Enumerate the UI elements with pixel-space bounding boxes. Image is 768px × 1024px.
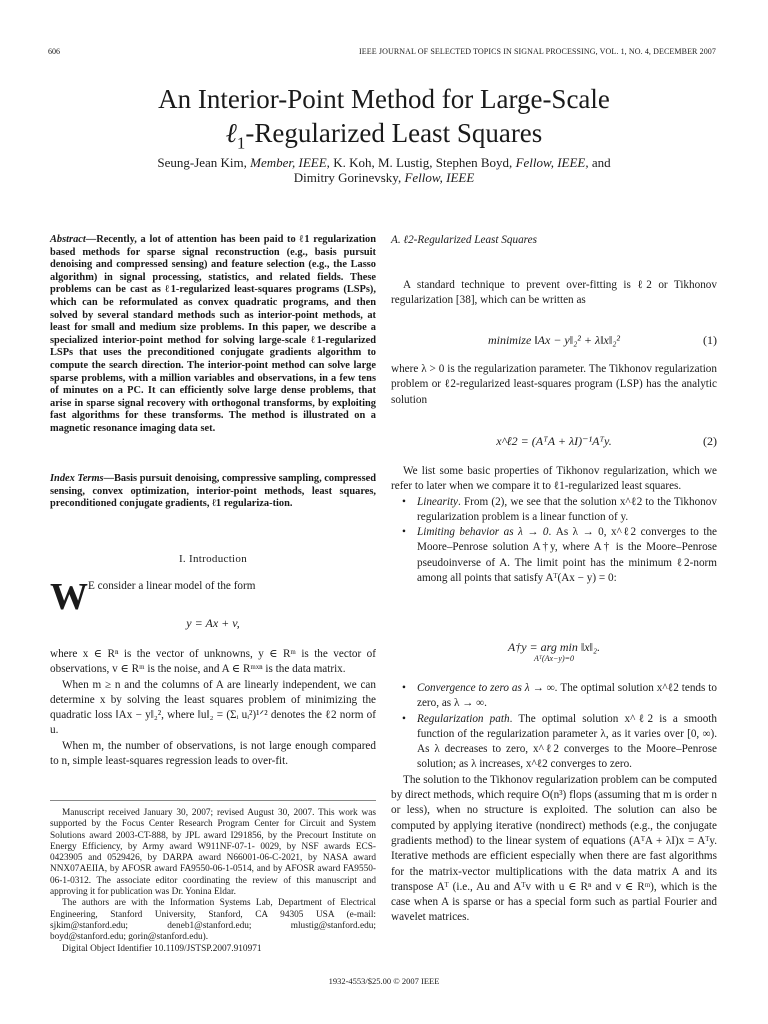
author-list — [0, 155, 768, 185]
right-paragraph-3 — [391, 464, 717, 586]
equation-3 — [391, 640, 717, 667]
equation-1-body: minimize ‖Ax − y‖₂² + λ‖x‖₂² — [487, 333, 621, 347]
ell-subscript: 1 — [236, 133, 246, 153]
list-item — [417, 495, 717, 526]
abstract-text: —Recently, a lot of attention has been paid to ℓ1 regularization based methods for sparse signal reconstruction (e.g., basis pursuit denoising and compressed sensing) and feature selection (e.g., the Lasso algorithm) in signal processing, statistics, and related fields. These problems can be cast as ℓ1-regularized least-squares programs (LSPs), which can be reformulated as convex quadratic programs, and then solved by several standard methods such as interior-point methods, at least for small and medium size problems. In this paper, we describe a specialized interior-point method for solving large-scale ℓ1-regularized LSPs that uses the preconditioned conjugate gradients algorithm to compute the search direction. The interior-point method can solve large sparse problems, with a million variables and observations, in a few tens of minutes on a PC. It can efficiently solve large dense problems, that arise in sparse signal recovery with orthogonal transforms, by exploiting fast algorithms for these transforms. The method is illustrated on a magnetic resonance imaging data set. — [50, 234, 376, 434]
tikhonov-intro: A standard technique to prevent over-fitting is ℓ2 or Tikhonov regularization [38], which can be written as — [391, 279, 717, 307]
paper-title — [0, 82, 768, 160]
equation-1 — [391, 333, 717, 348]
list-item — [417, 712, 717, 773]
equation-2-number: (2) — [703, 434, 717, 448]
section-heading-introduction: I. Introduction — [178, 553, 248, 565]
title-line-2-rest: -Regularized Least Squares — [245, 118, 543, 148]
author-2-tail: and — [591, 155, 611, 170]
footnote-manuscript: Manuscript received January 30, 2007; revised August 30, 2007. This work was supported by the Focus Center Research Program Center for Circuit and System Solutions award 2003-CT-888, by JPL award I291856, by the Precourt Institute on Energy Efficiency, by Army award W911NF-07-1- 0029, by NSF awards ECS-0423905 and 0529426, by DARPA award N66001-06-C-2021, by NASA award NNX07AEIIA, by AFOSR award FA9550-06-1-0514, and by AFOSR award FA9550-06-1-0312. The associate editor coordinating the review of this manuscript and approving it for publication was Dr. Yonina Eldar. — [50, 808, 376, 898]
intro-paragraph-3: When m, the number of observations, is not large enough compared to n, simple least-squares regression leads to over-fit. — [50, 739, 376, 768]
footnote-doi: Digital Object Identifier 10.1109/JSTSP.2007.910971 — [62, 943, 262, 954]
right-paragraph-1 — [391, 278, 717, 309]
index-terms-label: Index Terms — [50, 473, 104, 484]
intro-paragraph-2: When m ≥ n and the columns of A are linearly independent, we can determine x by solving the least squares problem of minimizing the quadratic loss ‖Ax − y‖₂², where ‖u‖₂ = (Σᵢ uᵢ²)¹ᐟ² denotes the ℓ2 norm of u. — [50, 678, 376, 737]
journal-header: IEEE JOURNAL OF SELECTED TOPICS IN SIGNAL PROCESSING, VOL. 1, NO. 4, DECEMBER 2007 — [359, 47, 716, 56]
index-terms-text: —Basis pursuit denoising, compressive sampling, compressed sensing, convex optimization, interior-point methods, least squares, preconditioned conjugate gradients, ℓ1 regulariza-tion. — [50, 473, 377, 510]
equation-1-number: (1) — [703, 333, 717, 347]
properties-list-a — [391, 495, 717, 587]
title-line-1: An Interior-Point Method for Large-Scale — [158, 84, 610, 114]
author-2-role: Fellow, IEEE, — [515, 155, 589, 170]
equation-3-subscript: Aᵀ(Ax−y)=0 — [533, 654, 575, 664]
abstract-label: Abstract — [50, 234, 86, 245]
footnote — [50, 808, 376, 955]
list-item — [417, 681, 717, 712]
author-3-role: Fellow, IEEE — [404, 170, 475, 185]
bullet-text-limiting: . As λ → 0, x^ℓ2 converges to the Moore–Penrose solution A†y, where A† is the Moore–Penrose pseudoinverse of A. The limit point has the minimum ℓ2-norm among all points that satisfy Aᵀ(Ax − y) = 0: — [417, 526, 718, 585]
properties-list-b — [391, 681, 717, 773]
analytic-solution-text: where λ > 0 is the regularization parameter. The Tikhonov regularization problem or ℓ2-regularized least-squares program (LSP) has the analytic solution — [391, 363, 717, 406]
direct-methods-paragraph: The solution to the Tikhonov regularization problem can be computed by direct methods, which require O(n³) flops (assuming that m is order n or less), when no structure is exploited. The solution can also be computed by applying iterative (nondirect) methods (e.g., the conjugate gradients method) to the linear system of equations (AᵀA + λI)x = Aᵀy. Iterative methods are efficient especially when there are fast algorithms for the matrix-vector multiplications with the data matrix A and its transpose Aᵀ (i.e., Au and Aᵀv with u ∈ Rⁿ and v ∈ Rᵐ), which is the case when A is sparse or has a special form such as partial Fourier and wavelet matrices. — [391, 773, 717, 924]
bullet-text-convergence: . The optimal solution x^ℓ2 tends to zero, as λ → ∞. — [417, 682, 717, 710]
ell-symbol: ℓ — [225, 118, 237, 148]
bullet-label-linearity: Linearity — [417, 495, 459, 508]
properties-intro: We list some basic properties of Tikhonov regularization, which we refer to later when we compare it to ℓ1-regularized least squares. — [391, 465, 717, 493]
bullet-label-path: Regularization path — [417, 712, 510, 725]
bullet-text-path: . The optimal solution x^ℓ2 is a smooth function of the regularization parameter λ, as it varies over [0, ∞). As λ decreases to zero, x^ℓ2 converges to the Moore–Penrose solution; as λ increases, x^ℓ2 converges to zero. — [417, 712, 717, 771]
intro-first-line: E consider a linear model of the form — [88, 580, 256, 592]
index-terms — [50, 473, 376, 511]
right-bullets-b — [391, 681, 717, 926]
bullet-label-convergence: Convergence to zero as λ → ∞ — [417, 682, 555, 694]
bullet-label-limiting: Limiting behavior as λ → 0 — [417, 526, 549, 539]
author-3: Dimitry Gorinevsky, — [293, 170, 402, 185]
page-number: 606 — [48, 47, 60, 56]
author-2: K. Koh, M. Lustig, Stephen Boyd, — [333, 155, 513, 170]
abstract — [50, 234, 376, 436]
equation-3-body: A†y = arg min ‖x‖₂. — [507, 640, 601, 654]
equation-2-body: x^ℓ2 = (AᵀA + λI)⁻¹Aᵀy. — [496, 434, 612, 448]
author-1: Seung-Jean Kim, — [157, 155, 247, 170]
list-item — [417, 525, 717, 586]
drop-cap: W — [50, 576, 88, 618]
author-1-role: Member, IEEE, — [250, 155, 330, 170]
intro-body — [50, 647, 376, 769]
footnote-rule — [50, 800, 376, 801]
equation-2 — [391, 434, 717, 449]
equation-linear-model: y = Ax + v, — [186, 616, 240, 630]
right-paragraph-2 — [391, 362, 717, 408]
bullet-text-linearity: . From (2), we see that the solution x^ℓ2 to the Tikhonov regularization problem is a linear function of y. — [417, 495, 717, 523]
copyright-footer: 1932-4553/$25.00 © 2007 IEEE — [328, 976, 440, 986]
footnote-affiliation: The authors are with the Information Systems Lab, Department of Electrical Engineering, Stanford University, Stanford, CA 94305 USA (e-mail: sjkim@stanford.edu; deneb1@stanford.edu; mlustig@stanford.edu; boyd@stanford.edu; gorin@stanford.edu). — [50, 898, 376, 943]
title-line-2 — [0, 116, 768, 160]
subsection-heading: A. ℓ2-Regularized Least Squares — [391, 234, 537, 246]
intro-paragraph-1: where x ∈ Rⁿ is the vector of unknowns, y ∈ Rᵐ is the vector of observations, v ∈ Rᵐ is the noise, and A ∈ Rᵐˣⁿ is the data matrix. — [50, 648, 376, 676]
